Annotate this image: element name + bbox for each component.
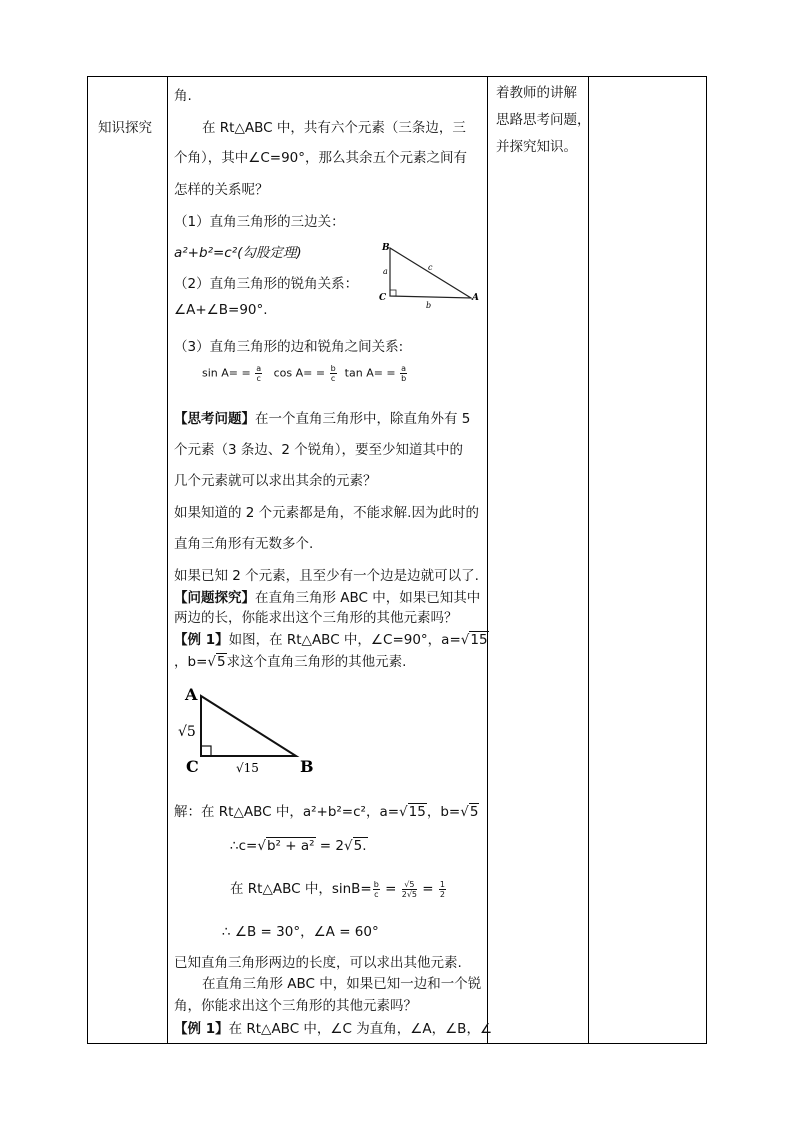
teacher-activity [496, 80, 590, 161]
text-line: ∠A+∠B=90°. [174, 302, 268, 318]
text-line: 如果知道的 2 个元素都是角，不能求解.因为此时的 [174, 505, 479, 521]
cos-fraction: $\frac{b}{c}$ [330, 364, 336, 383]
tan-fraction: $\frac{a}{b}$ [401, 364, 407, 383]
example-tag: 【例 1】 [174, 1021, 229, 1037]
side-label-a: a [383, 267, 388, 276]
text-line: 几个元素就可以求出其余的元素？ [174, 473, 377, 489]
vertex-label-a: A [472, 293, 479, 303]
text-line: 怎样的关系呢？ [174, 182, 269, 198]
text-line: （2）直角三角形的锐角关系： [174, 276, 359, 292]
vertex-label-a: A [185, 685, 198, 704]
text-line: 已知直角三角形两边的长度，可以求出其他元素. [174, 955, 462, 971]
teacher-note-line: 思路思考问题， [496, 112, 591, 128]
text-line: 角. [174, 88, 192, 104]
text-line: 解：在 Rt△ABC 中，a²+b²=c²，a=√15，b=√5 [174, 804, 479, 820]
vertex-label-b: B [300, 757, 314, 776]
side-label-root15: √15 [236, 761, 259, 775]
table-border-left [87, 76, 88, 1043]
solution-step: 在 Rt△ABC 中，sinB= $\frac{b}{c}$ = $\frac{√5}{2√5}$ = $\frac{1}{2}$ [230, 879, 446, 899]
text-line: 【例 1】如图，在 Rt△ABC 中，∠C=90°，a=√15 [174, 632, 488, 648]
vertex-label-c: C [186, 757, 199, 776]
text-line: 【例 1】在 Rt△ABC 中，∠C 为直角，∠A，∠B，∠ [174, 1021, 493, 1037]
table-divider-3 [588, 76, 589, 1043]
side-label-root5: √5 [178, 724, 196, 740]
vertex-label-b: B [382, 243, 390, 253]
text-line: ，b=√5求这个直角三角形的其他元素. [174, 654, 407, 670]
text-line: 两边的长，你能求出这个三角形的其他元素吗？ [174, 610, 458, 626]
pythagorean-formula: a²+b²=c²(勾股定理) [174, 245, 302, 261]
teacher-note-line: 并探究知识。 [496, 139, 577, 155]
text-line: 在直角三角形 ABC 中，如果已知一边和一个锐 [202, 976, 482, 992]
sin-label: sin A= = [202, 366, 251, 380]
table-border-right [706, 76, 707, 1043]
solution-step: ∴c=√b² + a² = 2√5. [230, 838, 367, 854]
text-line: 个元素（3 条边、2 个锐角），要至少知道其中的 [174, 442, 464, 458]
teacher-note-line: 着教师的讲解 [496, 85, 577, 101]
solution-result: ∴ ∠B = 30°，∠A = 60° [222, 924, 379, 940]
text-line: 【问题探究】在直角三角形 ABC 中，如果已知其中 [174, 590, 481, 606]
table-border-top [87, 76, 707, 77]
cos-label: cos A= = [273, 366, 326, 380]
text-line: （1）直角三角形的三边关： [174, 214, 345, 230]
text-line: 【思考问题】在一个直角三角形中，除直角外有 5 [174, 411, 471, 427]
example-tag: 【例 1】 [174, 632, 229, 648]
text-line: 直角三角形有无数多个. [174, 536, 314, 552]
text-line: （3）直角三角形的边和锐角之间关系: [174, 339, 404, 355]
tan-label: tan A= = [344, 366, 396, 380]
text-line: 个角），其中∠C=90°，那么其余五个元素之间有 [174, 150, 468, 166]
table-divider-1 [167, 76, 168, 1043]
triangle-figure-example [176, 684, 326, 776]
trig-ratios [202, 364, 408, 383]
problem-explore-tag: 【问题探究】 [174, 590, 255, 606]
sin-fraction: $\frac{a}{c}$ [256, 364, 262, 383]
text-line: 如果已知 2 个元素，且至少有一个边是边就可以了. [174, 568, 479, 584]
think-question-tag: 【思考问题】 [174, 411, 255, 427]
side-label-c: c [428, 263, 433, 272]
text-line: 在 Rt△ABC 中，共有六个元素（三条边，三 [202, 120, 466, 136]
side-label-b: b [426, 301, 432, 310]
section-label: 知识探究 [98, 120, 152, 136]
vertex-label-c: C [379, 293, 387, 303]
triangle-figure-small [376, 238, 488, 316]
table-border-bottom [87, 1043, 707, 1044]
text-line: 角，你能求出这个三角形的其他元素吗？ [174, 998, 417, 1014]
table-divider-2 [487, 76, 488, 1043]
